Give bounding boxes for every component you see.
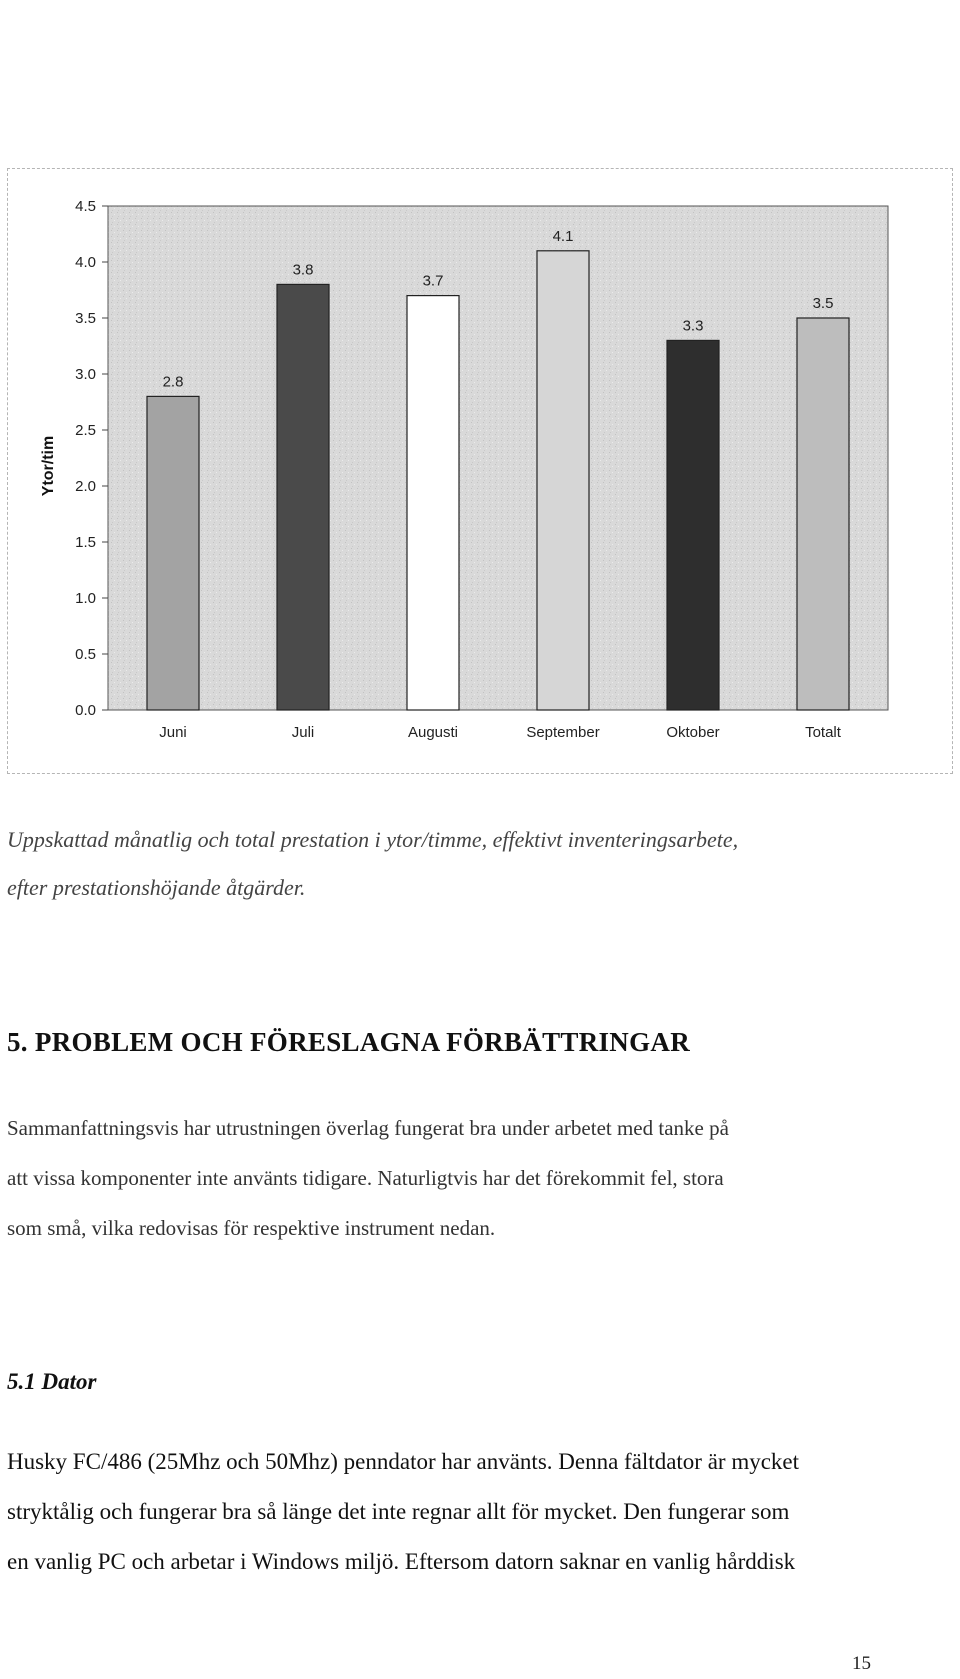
y-tick-label: 4.0 bbox=[75, 254, 96, 271]
bar bbox=[667, 340, 719, 710]
y-tick-label: 1.5 bbox=[75, 534, 96, 551]
section-paragraph bbox=[7, 1103, 937, 1253]
paragraph-line: att vissa komponenter inte använts tidigare. Naturligtvis har det förekommit fel, stora bbox=[7, 1166, 724, 1190]
figure-caption bbox=[7, 816, 937, 912]
x-axis bbox=[159, 724, 842, 741]
x-tick-label: Juni bbox=[159, 724, 187, 741]
y-tick-label: 2.5 bbox=[75, 422, 96, 439]
y-tick-label: 0.5 bbox=[75, 646, 96, 663]
bar bbox=[537, 251, 589, 710]
x-tick-label: Oktober bbox=[666, 724, 720, 741]
data-label: 4.1 bbox=[552, 227, 574, 245]
data-label: 3.5 bbox=[812, 295, 834, 312]
bar bbox=[147, 396, 199, 710]
plot-area bbox=[108, 206, 888, 710]
y-tick-label: 3.0 bbox=[75, 366, 96, 383]
y-tick-label: 2.0 bbox=[75, 478, 96, 495]
y-axis-label: Ytor/tim bbox=[40, 435, 57, 497]
subsection-heading: 5.1 Dator bbox=[7, 1369, 97, 1394]
bar bbox=[797, 318, 849, 710]
caption-line: efter prestationshöjande åtgärder. bbox=[7, 875, 306, 900]
bar-chart bbox=[8, 169, 954, 775]
x-tick-label: Totalt bbox=[805, 724, 841, 741]
subsection-paragraph bbox=[7, 1437, 937, 1587]
data-label: 2.8 bbox=[162, 373, 184, 391]
section-heading: 5. PROBLEM OCH FÖRESLAGNA FÖRBÄTTRINGAR bbox=[7, 1027, 691, 1057]
paragraph-line: Husky FC/486 (25Mhz och 50Mhz) penndator har använts. Denna fältdator är mycket bbox=[7, 1449, 800, 1474]
paragraph-line: som små, vilka redovisas för respektive instrument nedan. bbox=[7, 1216, 496, 1240]
y-axis bbox=[75, 198, 108, 719]
y-tick-label: 1.0 bbox=[75, 590, 96, 607]
data-label: 3.3 bbox=[682, 317, 704, 335]
bar bbox=[277, 284, 329, 710]
chart-frame bbox=[7, 168, 953, 774]
paragraph-line: en vanlig PC och arbetar i Windows miljö. Eftersom datorn saknar en vanlig hårddisk bbox=[7, 1549, 796, 1574]
data-label: 3.7 bbox=[422, 272, 444, 290]
y-tick-label: 3.5 bbox=[75, 310, 96, 327]
x-tick-label: Augusti bbox=[407, 724, 459, 741]
y-tick-label: 4.5 bbox=[75, 198, 96, 215]
x-tick-label: September bbox=[526, 724, 600, 741]
x-tick-label: Juli bbox=[291, 724, 315, 741]
bar bbox=[407, 296, 459, 710]
data-label: 3.8 bbox=[292, 261, 314, 279]
caption-line: Uppskattad månatlig och total prestation i ytor/timme, effektivt inventeringsarbete, bbox=[7, 827, 739, 852]
paragraph-line: Sammanfattningsvis har utrustningen överlag fungerat bra under arbetet med tanke på bbox=[7, 1116, 729, 1140]
page-number: 15 bbox=[852, 1653, 871, 1674]
paragraph-line: stryktålig och fungerar bra så länge det inte regnar allt för mycket. Den fungerar som bbox=[7, 1499, 790, 1524]
y-tick-label: 0.0 bbox=[75, 702, 96, 719]
